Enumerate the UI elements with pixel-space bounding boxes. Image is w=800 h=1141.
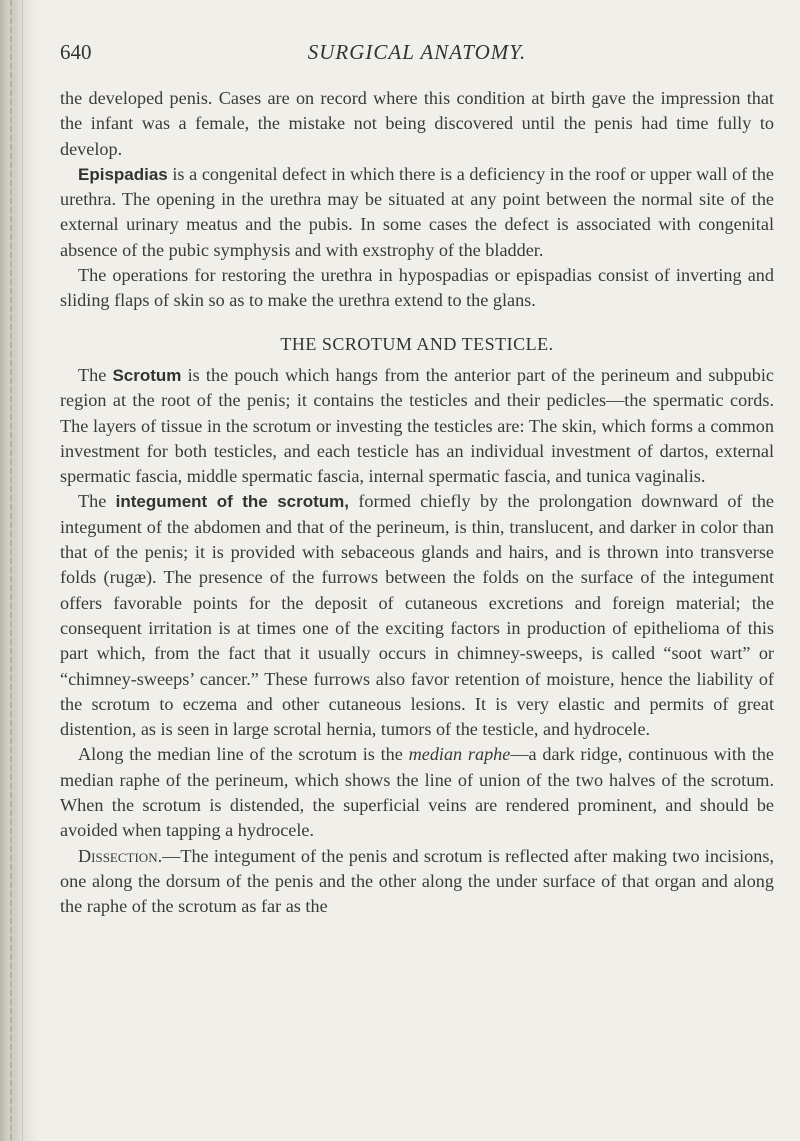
body-text (60, 86, 774, 920)
running-title: SURGICAL ANATOMY. (307, 40, 527, 64)
paragraph-integument: The integument of the scrotum, formed chiefly by the prolongation downward of the integument of the abdomen and that of the perineum, is thin, translucent, and darker in color than that of the penis; it is provided with sebaceous glands and hairs, and is thrown into transverse folds (rugæ). The presence of the furrows between the folds on the surface of the integument offers favorable points for the deposit of cutaneous excretions and foreign material; the consequent irritation is at times one of the exciting factors in production of epithelioma of this part which, from the fact that it usually occurs in chimney-sweeps, is called “soot wart” or “chimney-sweeps’ cancer.” These furrows also favor retention of moisture, hence the liability of the scrotum to eczema and other cutaneous lesions. It is very elastic and permits of great distention, as is seen in large scrotal hernia, tumors of the testicle, and hydrocele. (60, 491, 775, 740)
paragraph-dissection: Dissection.—The integument of the penis and scrotum is reflected after making two incisions, one along the dorsum of the penis and the other along the under surface of that organ and along the raphe of the scrotum as far as the (60, 845, 774, 917)
paragraph-continuation: the developed penis. Cases are on record where this condition at birth gave the impression that the infant was a female, the mistake not being discovered until the penis had time fully to develop. (60, 88, 774, 159)
term-integument: integument (115, 492, 208, 512)
section-heading: THE SCROTUM AND TESTICLE. (280, 333, 554, 354)
paragraph-median-raphe: Along the median line of the scrotum is the median raphe—a dark ridge, continuous with the median raphe of the perineum, which shows the line of union of the two halves of the scrotum. When the scrotum is distended, the superficial veins are rendered prominent, and should be avoided when tapping a hydrocele. (60, 744, 774, 841)
term-epispadias: Epispadias (78, 164, 168, 184)
label-dissection: Dissection. (78, 845, 163, 866)
term-median-raphe: median raphe (408, 744, 511, 765)
page-number: 640 (60, 40, 92, 64)
book-binding-gutter (0, 0, 40, 1141)
paragraph-scrotum: The Scrotum is the pouch which hangs from the anterior part of the perineum and subpubic region at the root of the penis; it contains the testicles and their pedicles—the spermatic cords. The layers of tissue in the scrotum or investing the testicles are: The skin, which forms a common investment for both testicles, and each testicle has an individual investment of dartos, external spermatic fascia, middle spermatic fascia, internal spermatic fascia, and tunica vaginalis. (60, 364, 775, 487)
running-head (60, 40, 774, 70)
term-scrotum: Scrotum (112, 365, 182, 385)
paragraph-epispadias: Epispadias is a congenital defect in which there is a deficiency in the roof or upper wall of the urethra. The opening in the urethra may be situated at any point between the normal site of the external urinary meatus and the pubis. In some cases the defect is associated with congenital absence of the pubic symphysis and with exstrophy of the bladder. (60, 163, 774, 260)
book-page (60, 40, 774, 920)
paragraph-operations: The operations for restoring the urethra in hypospadias or epispadias consist of inverting and sliding flaps of skin so as to make the urethra extend to the glans. (60, 265, 774, 311)
term-of-the-scrotum: of the scrotum, (207, 492, 350, 512)
